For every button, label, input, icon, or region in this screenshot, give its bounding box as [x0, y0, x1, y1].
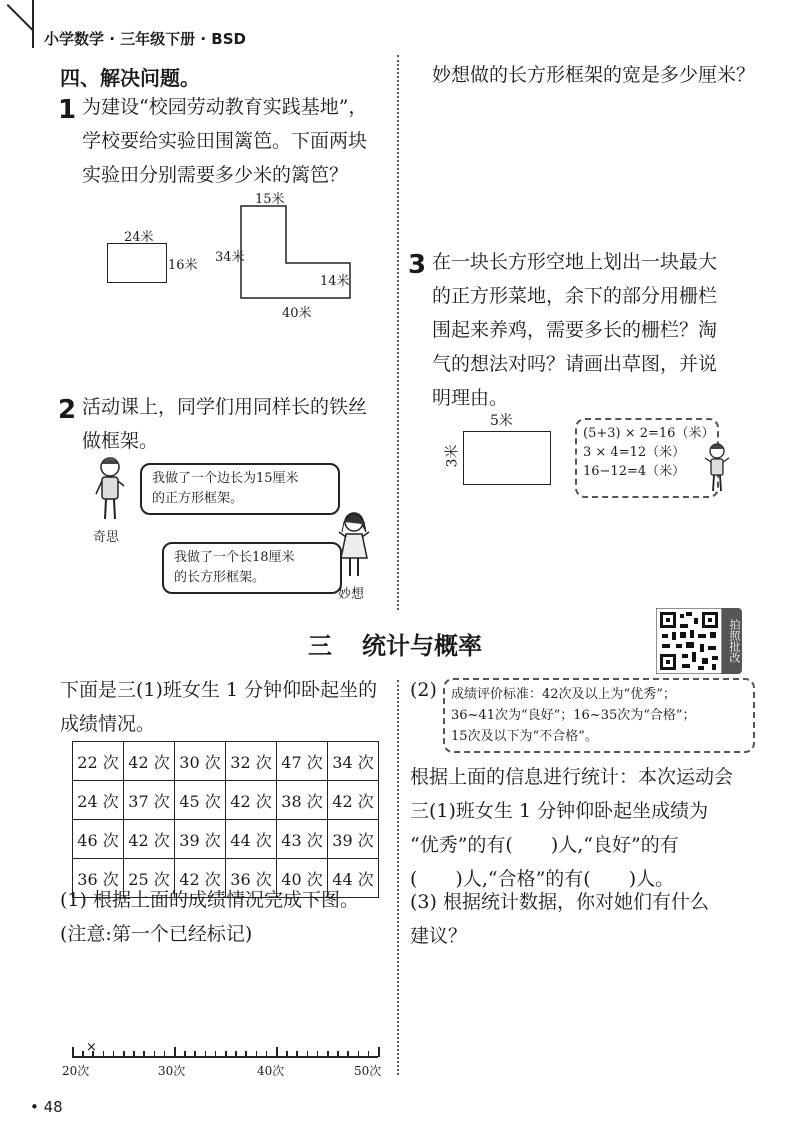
part-2-line: “优秀”的有( )人,“良好”的有	[410, 834, 679, 856]
section-heading: 四、解决问题。	[60, 66, 200, 90]
table-cell: 44 次	[226, 820, 277, 859]
question-1-line: 学校要给实验田围篱笆。下面两块	[82, 130, 368, 152]
question-2-line: 活动课上，同学们用同样长的铁丝	[82, 396, 368, 418]
part-1-line: (注意:第一个已经标记)	[60, 923, 253, 945]
table-cell: 34 次	[328, 742, 379, 781]
bubble-line: 的正方形框架。	[152, 491, 244, 506]
table-cell: 36 次	[73, 859, 124, 898]
criteria-line: 36~41次为“良好”；16~35次为“合格”；	[451, 708, 696, 723]
column-divider-top	[397, 55, 399, 610]
number-line-tick	[347, 1051, 349, 1057]
l-right-label: 14米	[320, 274, 350, 289]
number-line-tick	[103, 1051, 105, 1057]
question-2-number: 2	[58, 395, 77, 425]
table-cell: 25 次	[124, 859, 175, 898]
axis-label-40: 40次	[257, 1064, 285, 1078]
part-3-text	[410, 885, 750, 953]
stats-intro-line: 下面是三(1)班女生 1 分钟仰卧起坐的	[60, 679, 378, 701]
bubble-line: 我做了一个边长为15厘米	[152, 471, 299, 486]
table-cell: 32 次	[226, 742, 277, 781]
number-line-tick	[123, 1051, 125, 1057]
number-line-tick	[215, 1051, 217, 1057]
number-line-tick	[327, 1051, 329, 1057]
taoqi-work-box	[575, 418, 719, 498]
qr-side-tab[interactable]	[722, 608, 742, 674]
question-2-text	[82, 390, 392, 458]
number-line-tick	[235, 1051, 237, 1057]
number-line-tick	[256, 1051, 258, 1057]
rect-height-label: 16米	[168, 258, 198, 273]
work-line: 3 × 4=12（米）	[583, 445, 686, 460]
number-line-tick	[154, 1051, 156, 1057]
table-cell: 46 次	[73, 820, 124, 859]
page-number: • 48	[30, 1098, 63, 1116]
criteria-line: 15次及以下为“不合格”。	[451, 729, 598, 744]
person-name-qisi: 奇思	[93, 530, 120, 545]
question-1-line: 实验田分别需要多少米的篱笆？	[82, 164, 349, 186]
table-cell: 30 次	[175, 742, 226, 781]
table-row	[73, 781, 379, 820]
number-line-tick	[82, 1051, 84, 1057]
header-corner-line	[32, 0, 34, 48]
part-2-text	[410, 760, 750, 896]
table-cell: 42 次	[124, 742, 175, 781]
number-line-tick	[113, 1051, 115, 1057]
number-line-tick	[286, 1051, 288, 1057]
header-corner-diag	[7, 4, 34, 31]
number-line-tick	[72, 1047, 74, 1057]
question-3-line: 气的想法对吗？请画出草图，并说	[432, 353, 718, 375]
work-line: 16−12=4（米）	[583, 464, 686, 479]
chapter-title: 统计与概率	[362, 632, 482, 660]
question-1-number: 1	[58, 95, 77, 125]
part-2-line: 根据上面的信息进行统计：本次运动会	[410, 766, 734, 788]
number-line-tick	[337, 1051, 339, 1057]
scores-table	[72, 741, 379, 898]
chapter-number: 三	[308, 632, 332, 660]
number-line-tick	[358, 1051, 360, 1057]
table-cell: 44 次	[328, 859, 379, 898]
question-3-number: 3	[408, 250, 427, 280]
qr-side-tab-label: 拍照批改	[728, 619, 741, 663]
question-3-text	[432, 245, 772, 415]
table-cell: 45 次	[175, 781, 226, 820]
table-cell: 38 次	[277, 781, 328, 820]
l-bottom-label: 40米	[282, 306, 312, 321]
part-1-text	[60, 883, 395, 951]
table-cell: 43 次	[277, 820, 328, 859]
miaoxiang-girl-illustration	[334, 510, 374, 580]
number-line-tick	[143, 1051, 145, 1057]
axis-label-30: 30次	[158, 1064, 186, 1078]
question-3-line: 围起来养鸡，需要多长的栅栏？淘	[432, 319, 718, 341]
table-cell: 39 次	[328, 820, 379, 859]
qisi-boy-illustration	[92, 456, 128, 524]
bubble-line: 的长方形框架。	[174, 570, 266, 585]
number-line-tick	[378, 1047, 380, 1057]
number-line-tick	[205, 1051, 207, 1057]
table-cell: 42 次	[328, 781, 379, 820]
first-data-mark: ×	[86, 1040, 97, 1055]
field-width-label: 5米	[490, 413, 513, 429]
question-3-line: 在一块长方形空地上划出一块最大	[432, 251, 718, 273]
rect-width-label: 24米	[124, 230, 154, 245]
number-line-tick	[133, 1051, 135, 1057]
book-title: 小学数学 · 三年级下册 · BSD	[44, 30, 246, 48]
number-line	[60, 1040, 390, 1080]
part-3-line: 建议？	[410, 925, 468, 947]
number-line-tick	[307, 1051, 309, 1057]
speech-bubble-qisi	[140, 463, 340, 515]
field-height-label: 3米	[444, 444, 461, 468]
table-cell: 42 次	[226, 781, 277, 820]
question-3-line: 的正方形菜地，余下的部分用栅栏	[432, 285, 718, 307]
number-line-tick	[225, 1051, 227, 1057]
part-2-line: ( )人,“合格”的有( )人。	[410, 868, 675, 890]
criteria-box	[443, 678, 755, 753]
column-divider-bottom	[397, 680, 399, 1075]
number-line-tick	[194, 1051, 196, 1057]
number-line-tick	[164, 1051, 166, 1057]
l-left-label: 34米	[215, 250, 245, 265]
part-2-label: (2)	[410, 679, 437, 701]
question-1-text	[82, 90, 392, 192]
person-name-miaoxiang: 妙想	[338, 587, 365, 602]
question-3-line: 明理由。	[432, 387, 509, 409]
axis-label-20: 20次	[62, 1064, 90, 1078]
table-cell: 24 次	[73, 781, 124, 820]
part-3-line: (3) 根据统计数据，你对她们有什么	[410, 891, 709, 913]
question-1-line: 为建设“校园劳动教育实践基地”，	[82, 96, 368, 118]
table-cell: 42 次	[175, 859, 226, 898]
number-line-tick	[245, 1051, 247, 1057]
number-line-tick	[266, 1051, 268, 1057]
taoqi-boy-illustration	[702, 442, 732, 494]
stats-intro	[60, 673, 390, 741]
table-cell: 47 次	[277, 742, 328, 781]
table-row	[73, 820, 379, 859]
table-cell: 40 次	[277, 859, 328, 898]
axis-label-50: 50次	[354, 1064, 382, 1078]
l-top-label: 15米	[255, 192, 285, 207]
question-2-followup: 妙想做的长方形框架的宽是多少厘米？	[432, 64, 756, 86]
speech-bubble-miaoxiang	[162, 542, 342, 594]
part-1-line: (1) 根据上面的成绩情况完成下图。	[60, 889, 359, 911]
table-cell: 39 次	[175, 820, 226, 859]
field-rectangle-figure	[463, 431, 551, 485]
bubble-line: 我做了一个长18厘米	[174, 550, 295, 565]
number-line-tick	[174, 1047, 176, 1057]
number-line-tick	[296, 1051, 298, 1057]
criteria-line: 成绩评价标准：42次及以上为“优秀”；	[451, 687, 676, 702]
table-cell: 22 次	[73, 742, 124, 781]
small-rectangle-figure	[107, 243, 167, 283]
number-line-tick	[184, 1051, 186, 1057]
qr-code-icon[interactable]	[656, 608, 722, 674]
stats-intro-line: 成绩情况。	[60, 713, 156, 735]
number-line-tick	[276, 1047, 278, 1057]
table-cell: 37 次	[124, 781, 175, 820]
table-row	[73, 742, 379, 781]
table-cell: 36 次	[226, 859, 277, 898]
number-line-tick	[317, 1051, 319, 1057]
question-2-line: 做框架。	[82, 430, 159, 452]
part-2-line: 三(1)班女生 1 分钟仰卧起坐成绩为	[410, 800, 709, 822]
number-line-tick	[368, 1051, 370, 1057]
table-cell: 42 次	[124, 820, 175, 859]
work-line: (5+3) × 2=16（米）	[583, 426, 715, 441]
